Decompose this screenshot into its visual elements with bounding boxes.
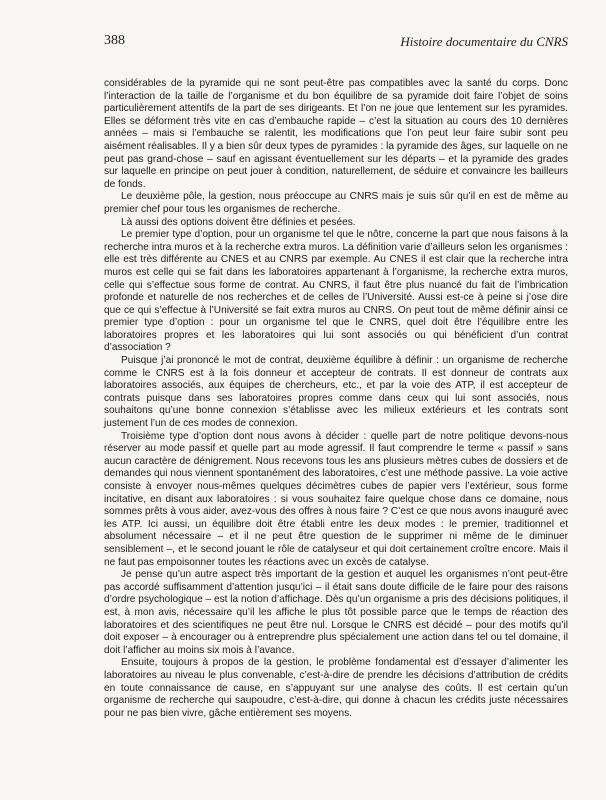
paragraph: Le premier type d’option, pour un organisme tel que le nôtre, concerne la part que nous faisons à la recherche intra muros et à la recherche extra muros. La définition varie d’ailleurs selon les organismes : elle est très différente au CNES et au CNRS par exemple. Au CNES il est clair que la recherche intra muros est celle qui se fait dans les laboratoires appartenant à l’organisme, la recherche extra muros, celle qui s’effectue sous forme de contrat. Au CNRS, il faut être plus nuancé du fait de l’imbrication profonde et naturelle de nos recherches et de celles de l’Université. Aussi est-ce à peine si j’ose dire que ce qui s’effectue à l’Université se fait extra muros au CNRS. On peut tout de même définir ainsi ce premier type d’option : pour un organisme tel que le CNRS, quel doit être l’équilibre entre les laboratoires propres et les laboratoires qui lui sont associés ou qui bénéficient d’un contrat d’association ? <box>104 229 568 354</box>
paragraph: considérables de la pyramide qui ne sont peut-être pas compatibles avec la santé du corps. Donc l’interaction de la taille de l’organisme et du bon équilibre de sa pyramide doit faire l’objet de soins particulièrement attentifs de la part de ses dirigeants. Et l’on ne joue que lentement sur les pyramides. Elles se déforment très vite en cas d’embauche rapide – c’est la situation au cours des 10 dernières années – mais si l’embauche se ralentit, les modifications que l’on peut leur faire subir sont peu aisément réalisables. Il y a bien sûr deux types de pyramides : la pyramide des âges, sur laquelle on ne peut pas grand-chose – sauf en agissant éventuellement sur les départs – et la pyramide des grades sur laquelle en principe on peut jouer à condition, naturellement, de séduire et convaincre les bailleurs de fonds. <box>104 78 568 190</box>
running-title: Histoire documentaire du CNRS <box>400 34 568 49</box>
paragraph: Là aussi des options doivent être définies et pesées. <box>121 216 356 228</box>
paragraph: Troisième type d’option dont nous avons à décider : quelle part de notre politique devons-nous réserver au mode passif et quelle part au mode agressif. Il faut comprendre le terme « passif » sans aucun caractère de dénigrement. Nous recevons tous les ans plusieurs mètres cubes de dossiers et de demandes qui nous viennent spontanément des laboratoires, c’est une méthode passive. La voie active consiste à envoyer nous-mêmes quelques décimètres cubes de papier vers l’extérieur, sous forme incitative, en disant aux laboratoires : si vous souhaitez faire quelque chose dans ce domaine, nous sommes prêts à vous aider, avez-vous des offres à nous faire ? C’est ce que nous avons inauguré avec les ATP. Ici aussi, un équilibre doit être établi entre les deux modes : le premier, traditionnel et absolument nécessaire – et il ne peut être question de le supprimer ni même de le diminuer sensiblement –, et le second jouant le rôle de catalyseur et qui doit certainement croître encore. Mais il ne faut pas empoisonner toutes les réactions avec un excès de catalyse. <box>104 430 568 568</box>
body-text <box>104 78 568 720</box>
page-number: 388 <box>104 33 125 48</box>
paragraph: Puisque j’ai prononcé le mot de contrat, deuxième équilibre à définir : un organisme de recherche comme le CNRS est à la fois donneur et accepteur de contrats. Il est donneur de contrats aux laboratoires associés, aux équipes de chercheurs, etc., et par la voie des ATP, il est accepteur de contrats puisque dans ses laboratoires propres comme dans ceux qui lui sont associés, nous souhaitons qu’une bonne connexion s’établisse avec les milieux extérieurs et les contrats sont justement l’un de ces modes de connexion. <box>104 355 568 430</box>
paragraph: Le deuxième pôle, la gestion, nous préoccupe au CNRS mais je suis sûr qu’il en est de même au premier chef pour tous les organismes de recherche. <box>104 191 568 215</box>
paragraph: Ensuite, toujours à propos de la gestion, le problème fondamental est d’essayer d’alimenter les laboratoires au niveau le plus convenable, c’est-à-dire de prendre les décisions d’attribution de crédits en toute connaissance de cause, en s’appuyant sur une analyse des coûts. Il est certain qu’un organisme de recherche qui saupoudre, c’est-à-dire, qui donne à chacun les crédits juste nécessaires pour ne pas bien vivre, gâche entièrement ses moyens. <box>104 657 568 719</box>
paragraph: Je pense qu’un autre aspect très important de la gestion et auquel les organismes n’ont peut-être pas accordé suffisamment d’attention jusqu’ici – il était sans doute difficile de le faire pour des raisons d’ordre psychologique – est la notion d’affichage. Dès qu’un organisme a pris des décisions politiques, il est, à mon avis, nécessaire qu’il les affiche le plus tôt possible parce que le temps de réaction des laboratoires et des scientifiques ne peut être nul. Lorsque le CNRS est décidé – pour des motifs qu’il doit exposer – à encourager ou à entreprendre plus spécialement une action dans tel ou tel domaine, il doit l’afficher au moins six mois à l’avance. <box>104 569 568 656</box>
page-header <box>0 0 606 60</box>
